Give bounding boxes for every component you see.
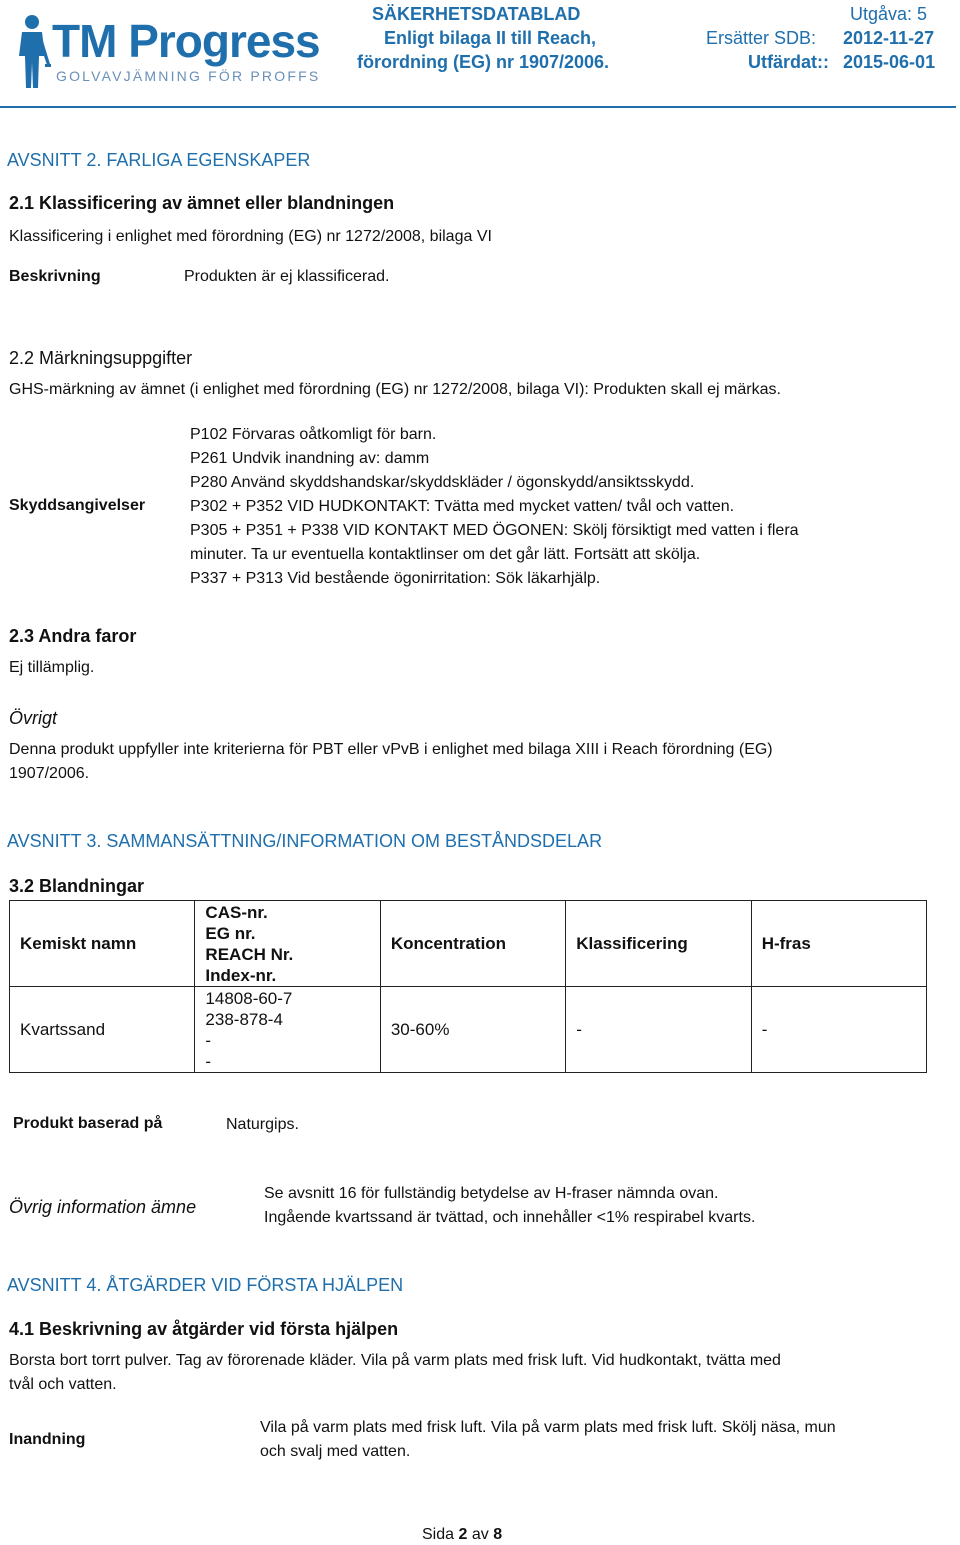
issued-date: 2015-06-01 [843, 52, 936, 72]
page-total: 8 [493, 1526, 503, 1543]
replaces-label: Ersätter SDB: [706, 28, 817, 48]
page-word: Sida [422, 1526, 455, 1543]
skyddsangivelser-list [190, 423, 799, 591]
section-3-heading: AVSNITT 3. SAMMANSÄTTNING/INFORMATION OM BESTÅNDSDELAR [7, 831, 603, 851]
replaces-date: 2012-11-27 [843, 28, 935, 48]
inandning-line-2: och svalj med vatten. [260, 1443, 411, 1460]
logo-name: TM Progress [52, 15, 320, 67]
document-subtitle-1: Enligt bilaga II till Reach, [384, 28, 597, 48]
skydd-line: minuter. Ta ur eventuella kontaktlinser om det går lätt. Fortsätt att skölja. [190, 546, 701, 563]
cell-reach: - [205, 1030, 212, 1050]
header-reach: REACH Nr. [205, 944, 294, 964]
document-title: SÄKERHETSDATABLAD [372, 4, 581, 24]
table-row [10, 987, 927, 1073]
section-2-3-text: Ej tillämplig. [9, 659, 95, 676]
issued-label: Utfärdat:: [748, 52, 829, 72]
ovrig-information-label: Övrig information ämne [9, 1197, 197, 1217]
cell-h-fras: - [751, 987, 926, 1073]
document-subtitle-2: förordning (EG) nr 1907/2006. [357, 52, 610, 72]
inandning-label: Inandning [9, 1431, 86, 1448]
skydd-line: P261 Undvik inandning av: damm [190, 450, 430, 467]
logo-tagline: GOLVAVJÄMNING FÖR PROFFS [56, 68, 321, 84]
cell-klassificering: - [566, 987, 751, 1073]
produkt-baserad-value: Naturgips. [226, 1116, 299, 1133]
table-header-row [10, 901, 927, 987]
inandning-line-1: Vila på varm plats med frisk luft. Vila på varm plats med frisk luft. Skölj näsa, mun [260, 1419, 836, 1436]
worker-icon [12, 12, 52, 90]
section-2-3-title: 2.3 Andra faror [9, 626, 137, 646]
header-identifiers [195, 901, 380, 987]
ovrigt-title: Övrigt [9, 708, 58, 728]
cell-index: - [205, 1051, 212, 1071]
header-cas: CAS-nr. [205, 902, 268, 922]
header-eg: EG nr. [205, 923, 256, 943]
section-3-2-title: 3.2 Blandningar [9, 876, 145, 896]
skyddsangivelser-label: Skyddsangivelser [9, 497, 146, 514]
section-2-heading: AVSNITT 2. FARLIGA EGENSKAPER [7, 150, 311, 170]
ovrigt-text-line-1: Denna produkt uppfyller inte kriterierna för PBT eller vPvB i enlighet med bilaga XIII i Reach förordning (EG) [9, 741, 773, 758]
section-2-1-title: 2.1 Klassificering av ämnet eller blandningen [9, 193, 395, 213]
cell-eg: 238-878-4 [205, 1009, 283, 1029]
page-of: av [471, 1526, 489, 1543]
section-2-1-text: Klassificering i enlighet med förordning (EG) nr 1272/2008, bilaga VI [9, 228, 492, 245]
cell-cas: 14808-60-7 [205, 988, 293, 1008]
section-4-heading: AVSNITT 4. ÅTGÄRDER VID FÖRSTA HJÄLPEN [7, 1275, 404, 1295]
header-kemiskt-namn: Kemiskt namn [10, 901, 195, 987]
skydd-line: P305 + P351 + P338 VID KONTAKT MED ÖGONEN: Skölj försiktigt med vatten i flera [190, 522, 799, 539]
section-4-1-title: 4.1 Beskrivning av åtgärder vid första hjälpen [9, 1319, 399, 1339]
beskrivning-label: Beskrivning [9, 268, 101, 285]
mixture-table [9, 900, 927, 1073]
skydd-line: P337 + P313 Vid bestående ögonirritation: Sök läkarhjälp. [190, 570, 601, 587]
cell-kemiskt-namn: Kvartssand [10, 987, 195, 1073]
section-4-1-line-2: tvål och vatten. [9, 1376, 117, 1393]
skydd-line: P102 Förvaras oåtkomligt för barn. [190, 426, 437, 443]
page-current: 2 [458, 1526, 468, 1543]
header-divider [0, 106, 956, 108]
ovrigt-text-line-2: 1907/2006. [9, 765, 90, 782]
ovrig-information-line-1: Se avsnitt 16 för fullständig betydelse av H-fraser nämnda ovan. [264, 1185, 719, 1202]
header-index: Index-nr. [205, 965, 277, 985]
version-label: Utgåva: 5 [850, 4, 928, 24]
company-logo [8, 6, 321, 96]
skydd-line: P302 + P352 VID HUDKONTAKT: Tvätta med mycket vatten/ tvål och vatten. [190, 498, 735, 515]
header-koncentration: Koncentration [380, 901, 565, 987]
section-2-2-text: GHS-märkning av ämnet (i enlighet med förordning (EG) nr 1272/2008, bilaga VI): Produkten skall ej märkas. [9, 381, 781, 398]
header-klassificering: Klassificering [566, 901, 751, 987]
section-2-2-title: 2.2 Märkningsuppgifter [9, 348, 193, 368]
cell-identifiers [195, 987, 380, 1073]
section-4-1-line-1: Borsta bort torrt pulver. Tag av förorenade kläder. Vila på varm plats med frisk luft. Vid hudkontakt, tvätta med [9, 1352, 781, 1369]
header-h-fras: H-fras [751, 901, 926, 987]
beskrivning-value: Produkten är ej klassificerad. [184, 268, 390, 285]
produkt-baserad-label: Produkt baserad på [13, 1115, 163, 1132]
cell-koncentration: 30-60% [380, 987, 565, 1073]
skydd-line: P280 Använd skyddshandskar/skyddskläder / ögonskydd/ansiktsskydd. [190, 474, 695, 491]
ovrig-information-line-2: Ingående kvartssand är tvättad, och innehåller <1% respirabel kvarts. [264, 1209, 756, 1226]
page-number [422, 1526, 502, 1544]
